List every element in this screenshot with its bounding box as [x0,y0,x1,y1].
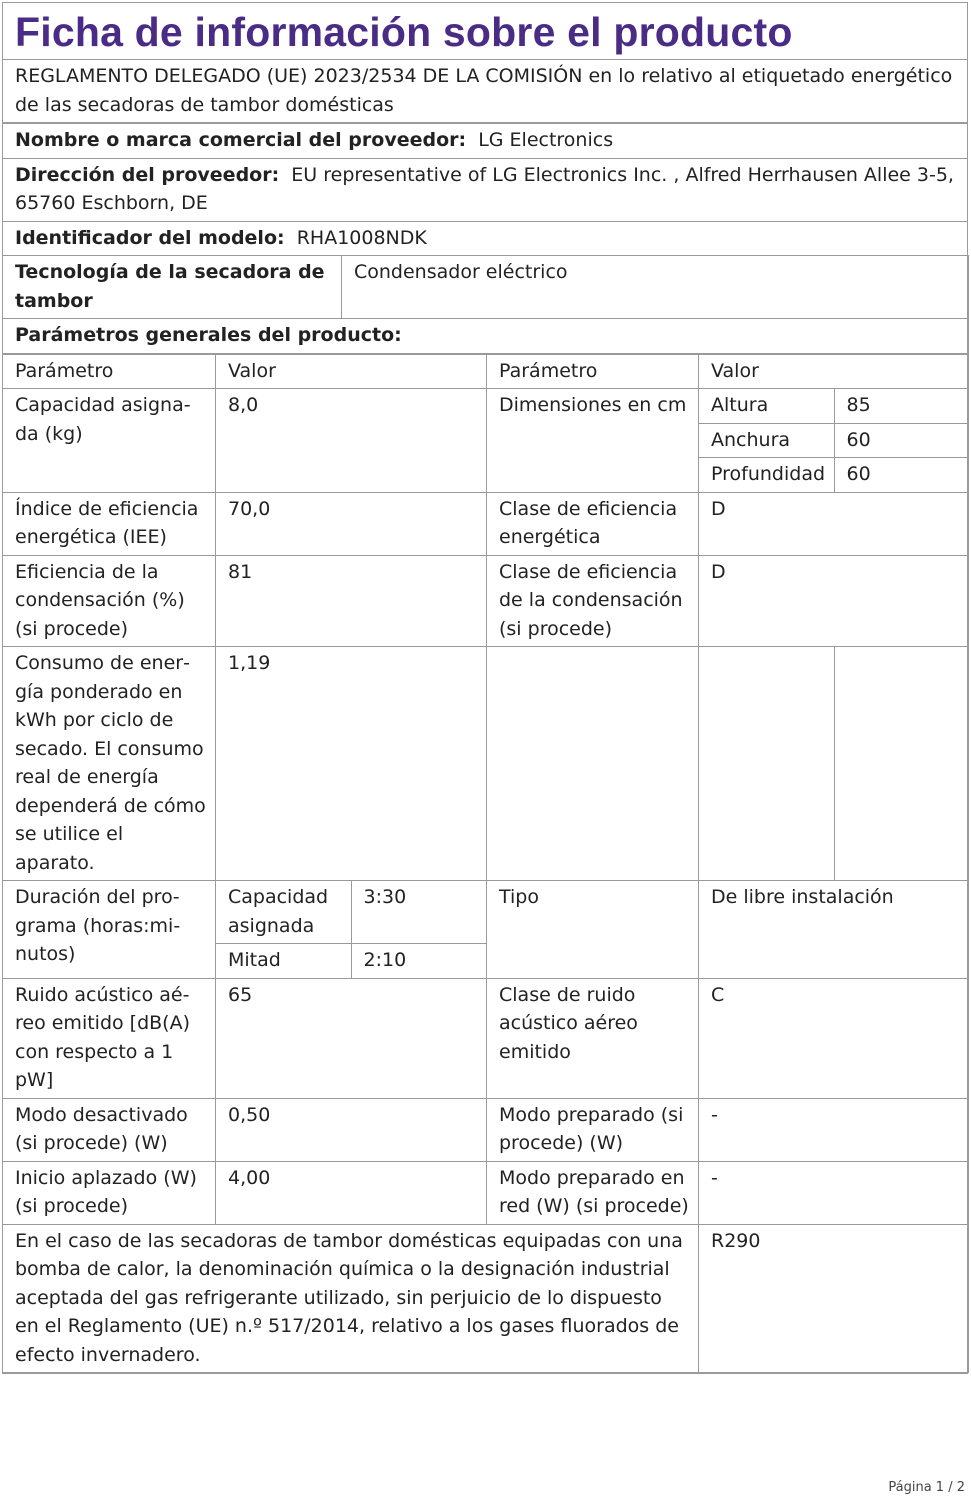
header-parameter-2: Parámetro [487,354,699,389]
capacity-value: 8,0 [216,389,487,493]
table-row [3,1224,969,1373]
network-standby-value: - [699,1161,969,1224]
energy-class-label: Clase de eficiencia energética [487,492,699,555]
duration-label: Duración del programa (horas:minutos) [3,881,216,979]
eei-value: 70,0 [216,492,487,555]
page-number: Página 1 / 2 [888,1480,965,1495]
duration-values [216,881,487,979]
off-mode-value: 0,50 [216,1098,487,1161]
dimensions-label: Dimensiones en cm [487,389,699,493]
regulation-text: REGLAMENTO DELEGADO (UE) 2023/2534 DE LA COMISIÓN en lo relativo al etiquetado energético de las secadoras de tambor domésticas [3,59,967,122]
supplier-address-label: Dirección del proveedor: [15,163,280,186]
header-value-2: Valor [699,354,969,389]
noise-label: Ruido acústico aéreo emitido [dB(A) con respecto a 1 pW] [3,978,216,1098]
model-identifier-value: RHA1008NDK [296,226,427,249]
rated-capacity-label: Capacidad asignada [228,886,329,937]
half-load-value: 2:10 [351,944,486,978]
supplier-name-row [3,122,967,158]
condensation-class-label: Clase de eficiencia de la condensación (si procede) [487,555,699,647]
technology-table [2,255,969,354]
empty-cell [699,647,969,881]
width-label: Anchura [699,423,834,458]
table-row [3,389,969,493]
depth-label: Profundidad [699,458,834,492]
technology-value: Condensador eléctrico [342,256,969,319]
height-label: Altura [711,394,769,416]
depth-value: 60 [834,458,968,492]
table-row [3,978,969,1098]
energy-consumption-value: 1,19 [216,647,487,881]
half-load-label: Mitad [216,944,351,978]
table-row [3,647,969,881]
table-row [3,881,969,979]
empty-cell [487,647,699,881]
empty-cell [834,647,968,880]
header-parameter-1: Parámetro [3,354,216,389]
page-title: Ficha de información sobre el producto [15,9,793,55]
header-value-1: Valor [216,354,487,389]
height-value: 85 [834,389,968,423]
capacity-label: Capacidad asignada (kg) [3,389,216,493]
supplier-address-row [3,158,967,221]
model-identifier-label: Identificador del modelo: [15,226,285,249]
model-identifier-row [3,221,967,256]
table-row [3,1098,969,1161]
table-row [3,1161,969,1224]
standby-mode-label: Modo preparado (si procede) (W) [487,1098,699,1161]
refrigerant-label: En el caso de las secadoras de tambor domésticas equipadas con una bomba de calor, la denominación química o la designación industrial aceptada del gas refrigerante utilizado, sin perjuicio de lo dispuesto en el Reglamento (UE) n.º 517/2014, relativo a los gases fluorados de efecto invernadero. [3,1224,699,1373]
rated-capacity-value: 3:30 [351,881,486,944]
table-row [3,492,969,555]
standby-mode-value: - [699,1098,969,1161]
supplier-name-label: Nombre o marca comercial del proveedor: [15,129,467,151]
technology-label: Tecnología de la secadora de tambor [3,256,342,319]
energy-class-value: D [699,492,969,555]
eei-label: Índice de eficiencia energética (IEE) [3,492,216,555]
delay-start-value: 4,00 [216,1161,487,1224]
width-value: 60 [834,423,968,458]
delay-start-label: Inicio aplazado (W) (si procede) [3,1161,216,1224]
noise-class-label: Clase de ruido acústico aéreo emitido [487,978,699,1098]
noise-class-value: C [699,978,969,1098]
general-parameters-heading: Parámetros generales del producto: [3,319,969,354]
parameters-table [2,354,969,1374]
condensation-value: 81 [216,555,487,647]
refrigerant-value: R290 [699,1224,969,1373]
product-information-sheet [2,2,968,1374]
empty-cell [699,647,834,880]
network-standby-label: Modo preparado en red (W) (si procede) [487,1161,699,1224]
energy-consumption-label: Consumo de energía ponderado en kWh por ciclo de secado. El consumo real de energía dependerá de cómo se utilice el aparato. [3,647,216,881]
condensation-label: Eficiencia de la condensación (%) (si procede) [3,555,216,647]
table-row [3,555,969,647]
off-mode-label: Modo desactivado (si procede) (W) [3,1098,216,1161]
table-header-row [3,354,969,389]
type-label: Tipo [487,881,699,979]
type-value: De libre instalación [699,881,969,979]
supplier-address-value: EU representative of LG Electronics Inc. , Alfred Herrhausen Allee 3-5, 65760 Eschborn, DE [15,163,954,214]
noise-value: 65 [216,978,487,1098]
condensation-class-value: D [699,555,969,647]
dimensions-values [699,389,969,493]
supplier-name-value: LG Electronics [478,129,614,151]
